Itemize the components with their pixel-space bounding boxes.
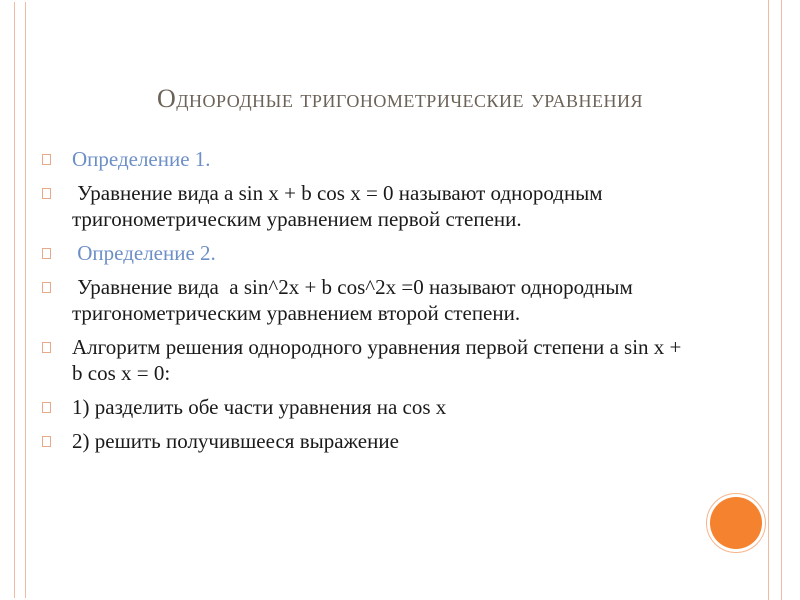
bullet-item [42, 146, 692, 172]
bullet-text: Уравнение вида a sin x + b cos x = 0 называют однородным тригонометрическим уравнением первой степени. [72, 181, 608, 231]
bullet-text: Определение 1. [72, 147, 211, 171]
bullet-list [42, 146, 692, 462]
orange-circle-decoration [710, 497, 762, 549]
bullet-icon [42, 342, 51, 353]
bullet-icon [42, 188, 51, 199]
bullet-text: 2) решить получившееся выражение [72, 429, 399, 453]
bullet-item [42, 180, 692, 232]
bullet-icon [42, 154, 51, 165]
bullet-text: Алгоритм решения однородного уравнения первой степени a sin x + b cos x = 0: [72, 335, 687, 385]
bullet-text: Уравнение вида a sin^2x + b cos^2x =0 называют однородным тригонометрическим уравнением второй степени. [72, 275, 639, 325]
bullet-icon [42, 248, 51, 259]
bullet-item [42, 394, 692, 420]
bullet-item [42, 240, 692, 266]
bullet-icon [42, 402, 51, 413]
bullet-text: Определение 2. [72, 241, 216, 265]
bullet-item [42, 334, 692, 386]
slide-title: Однородные тригонометрические уравнения [157, 84, 643, 113]
bullet-icon [42, 282, 51, 293]
bullet-item [42, 274, 692, 326]
bullet-text: 1) разделить обе части уравнения на cos x [72, 395, 447, 419]
bullet-icon [42, 436, 51, 447]
bullet-item [42, 428, 692, 454]
